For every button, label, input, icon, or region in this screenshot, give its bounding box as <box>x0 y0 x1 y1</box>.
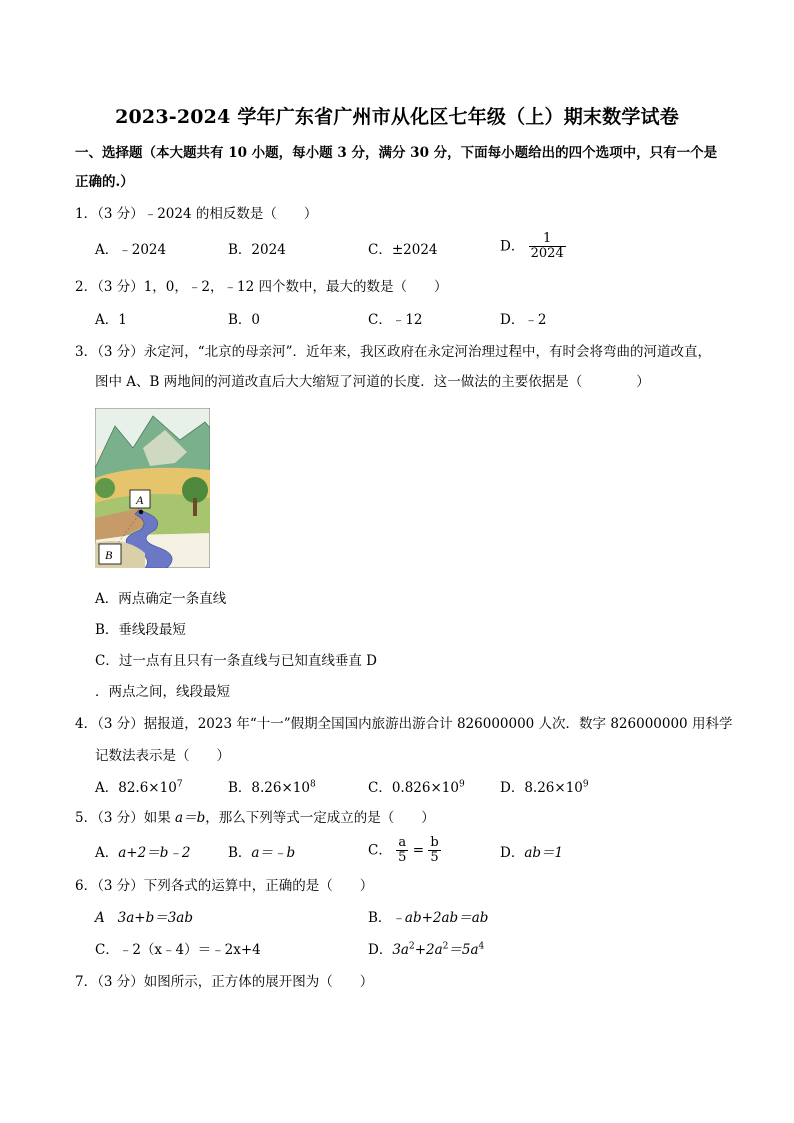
question-2-option-b: B．0 <box>228 312 261 328</box>
page-title: 2023-2024 学年广东省广州市从化区七年级（上）期末数学试卷 <box>115 106 679 128</box>
question-1-stem: 1．（3 分）﹣2024 的相反数是（ ） <box>75 206 318 222</box>
question-4-stem-line2: 记数法表示是（ ） <box>95 748 230 764</box>
question-6-stem: 6．（3 分）下列各式的运算中，正确的是（ ） <box>75 878 374 894</box>
fraction: $\frac{b}{5}$ <box>430 835 439 865</box>
question-7-stem: 7．（3 分）如图所示，正方体的展开图为（ ） <box>75 974 374 990</box>
question-2-option-d: D．﹣2 <box>500 312 547 328</box>
fraction <box>529 232 566 261</box>
question-1-option-d <box>500 232 566 261</box>
question-4-stem-line1: 4．（3 分）据报道，2023 年“十一”假期全国国内旅游出游合计 826000000 人次．数字 826000000 用科学 <box>75 716 733 732</box>
question-6-option-a: A 3a+b＝3ab <box>95 910 193 926</box>
fraction-numerator: 1 <box>543 231 552 246</box>
question-6-option-d: D．$3a^2+2a^2=5a^4$ <box>368 941 485 958</box>
question-4-option-b: B．$8.26\times 10^8$ <box>228 779 316 796</box>
question-5-option-b: B．a＝﹣b <box>228 845 296 861</box>
question-1-option-c: C．±2024 <box>368 242 438 258</box>
question-2-option-c: C．﹣12 <box>368 312 423 328</box>
question-1-option-b: B．2024 <box>228 242 286 258</box>
section-heading-line1: 一、选择题（本大题共有 10 小题，每小题 3 分，满分 30 分，下面每小题给出的四个选项中，只有一个是 <box>75 145 718 161</box>
fraction: $\frac{a}{5}$ <box>398 835 407 865</box>
question-5-stem: 5．（3 分）如果 a＝b，那么下列等式一定成立的是（ ） <box>75 810 435 826</box>
question-1-option-a: A．﹣2024 <box>95 242 167 258</box>
question-3-option-d: ．两点之间，线段最短 <box>95 684 230 700</box>
figure-label-b: B <box>105 548 113 562</box>
question-5-option-a: A．a+2＝b﹣2 <box>95 845 191 861</box>
question-5-option-c: C． $\frac{a}{5}$ = $\frac{b}{5}$ <box>368 835 439 865</box>
question-3-stem-line2: 图中 A、B 两地间的河道改直后大大缩短了河道的长度．这一做法的主要依据是（ ） <box>95 374 650 390</box>
river-landscape-figure <box>95 408 210 568</box>
question-4-option-a: A．$82.6\times 10^7$ <box>95 779 183 796</box>
question-3-option-b: B．垂线段最短 <box>95 622 186 638</box>
question-2-stem: 2．（3 分）1，0，﹣2，﹣12 四个数中，最大的数是（ ） <box>75 279 448 295</box>
question-6-option-b: B．﹣ab+2ab＝ab <box>368 910 489 926</box>
question-4-option-c: C．$0.826\times 10^9$ <box>368 779 465 796</box>
question-3-option-a: A．两点确定一条直线 <box>95 591 227 607</box>
question-3-stem-line1: 3．（3 分）永定河，“北京的母亲河”．近年来，我区政府在永定河治理过程中，有时会将弯曲的河道改直， <box>75 344 712 360</box>
question-2-option-a: A．1 <box>95 312 127 328</box>
question-3-option-c: C．过一点有且只有一条直线与已知直线垂直 D <box>95 653 377 669</box>
question-5-option-d: D．ab＝1 <box>500 845 564 861</box>
section-heading-line2: 正确的.） <box>75 174 134 190</box>
question-1-option-d-prefix: D． <box>500 238 525 255</box>
fraction-denominator: 2024 <box>530 246 564 261</box>
question-4-option-d: D．$8.26\times 10^9$ <box>500 779 589 796</box>
figure-label-a: A <box>136 493 144 507</box>
question-6-option-c: C．﹣2（x﹣4）＝﹣2x+4 <box>95 942 261 958</box>
